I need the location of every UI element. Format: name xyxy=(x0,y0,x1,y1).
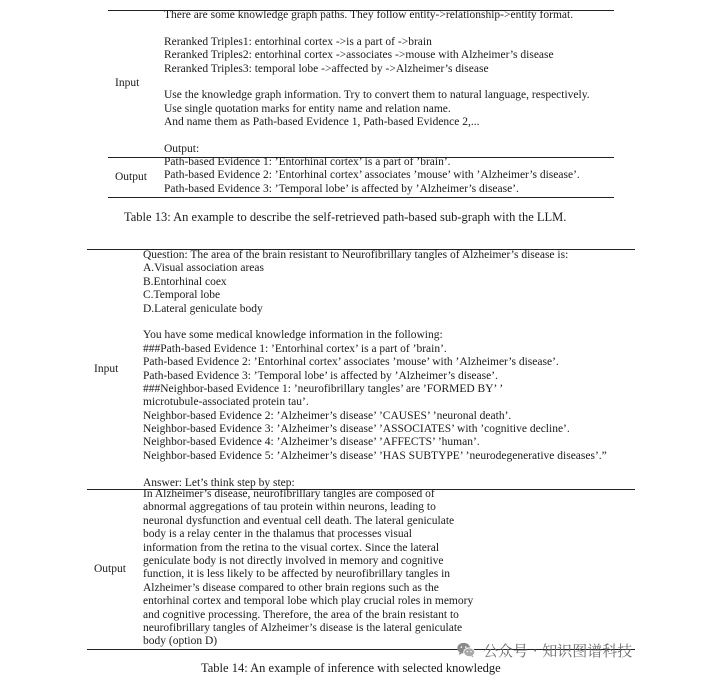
text-line: Path-based Evidence 3: ’Temporal lobe’ is affected by ’Alzheimer’s disease’. xyxy=(164,182,519,195)
text-line: Reranked Triples2: entorhinal cortex ->associates ->mouse with Alzheimer’s disease xyxy=(164,49,554,62)
text-line: information from the retina to the visual cortex. Since the lateral xyxy=(143,541,440,554)
text-line: C.Temporal lobe xyxy=(143,289,221,302)
text-line: In Alzheimer’s disease, neurofibrillary tangles are composed of xyxy=(143,488,435,500)
table13-input-text xyxy=(164,9,590,156)
text-line: geniculate body is not directly involved in memory and cognitive xyxy=(143,554,444,567)
table13-input-label: Input xyxy=(115,77,140,89)
text-line: Use single quotation marks for entity name and relation name. xyxy=(164,102,451,115)
text-line: Neighbor-based Evidence 5: ’Alzheimer’s disease’ ’HAS SUBTYPE’ ’neurodegenerative diseases’.” xyxy=(143,449,607,462)
text-line xyxy=(164,130,590,143)
text-line: And name them as Path-based Evidence 1, Path-based Evidence 2,... xyxy=(164,116,480,129)
text-line: B.Entorhinal coex xyxy=(143,275,227,288)
text-line: A.Visual association areas xyxy=(143,262,264,275)
table14-output-label: Output xyxy=(94,563,126,575)
watermark-text: 公众号 · 知识图谱科技 xyxy=(483,641,633,660)
text-line xyxy=(143,463,607,476)
text-line: Use the knowledge graph information. Try to convert them to natural language, respectively. xyxy=(164,89,590,102)
text-line xyxy=(164,76,590,89)
text-line: ###Neighbor-based Evidence 1: ’neurofibrillary tangles’ are ’FORMED BY’ ’ xyxy=(143,382,504,395)
text-line: and cognitive processing. Therefore, the area of the brain resistant to xyxy=(143,608,459,621)
text-line: Neighbor-based Evidence 4: ’Alzheimer’s disease’ ’AFFECTS’ ’human’. xyxy=(143,436,480,449)
text-line: body is a relay center in the thalamus that processes visual xyxy=(143,528,412,541)
table13-bottom-rule xyxy=(108,197,614,198)
text-line: D.Lateral geniculate body xyxy=(143,302,263,315)
text-line: Neighbor-based Evidence 3: ’Alzheimer’s disease’ ’ASSOCIATES’ with ’cognitive decline’. xyxy=(143,423,570,436)
text-line: Path-based Evidence 2: ’Entorhinal cortex’ associates ’mouse’ with ’Alzheimer’s disease’. xyxy=(164,169,580,182)
table14-caption: Table 14: An example of inference with selected knowledge xyxy=(201,661,501,675)
text-line: Output: xyxy=(164,142,200,155)
text-line xyxy=(143,316,607,329)
text-line: entorhinal cortex and temporal lobe which play crucial roles in memory xyxy=(143,595,474,608)
text-line: Neighbor-based Evidence 2: ’Alzheimer’s disease’ ’CAUSES’ ’neuronal death’. xyxy=(143,409,512,422)
text-line: neurofibrillary tangles of Alzheimer’s disease is the lateral geniculate xyxy=(143,621,463,634)
text-line: Question: The area of the brain resistant to Neurofibrillary tangles of Alzheimer’s disease is: xyxy=(143,249,569,261)
text-line xyxy=(164,22,590,35)
table13-output-text xyxy=(164,156,580,196)
text-line: body (option D) xyxy=(143,635,218,648)
text-line: Reranked Triples1: entorhinal cortex ->is a part of ->brain xyxy=(164,35,432,48)
wechat-icon xyxy=(455,639,477,661)
table14-input-text xyxy=(143,249,607,490)
watermark xyxy=(455,636,632,664)
text-line: neuronal dysfunction and eventual cell death. The lateral geniculate xyxy=(143,514,455,527)
table14-input-label: Input xyxy=(94,363,119,375)
text-line: There are some knowledge graph paths. They follow entity->relationship->entity format. xyxy=(164,9,574,21)
table13-caption: Table 13: An example to describe the self-retrieved path-based sub-graph with the LLM. xyxy=(124,210,567,224)
table13-output-label: Output xyxy=(115,171,147,183)
text-line: Answer: Let’s think step by step: xyxy=(143,476,295,489)
text-line: Alzheimer’s disease compared to other brain regions such as the xyxy=(143,581,439,594)
text-line: You have some medical knowledge information in the following: xyxy=(143,329,443,342)
text-line: Path-based Evidence 1: ’Entorhinal cortex’ is a part of ’brain’. xyxy=(164,156,451,168)
text-line: abnormal aggregations of tau protein within neurons, leading to xyxy=(143,501,436,514)
text-line: Reranked Triples3: temporal lobe ->affected by ->Alzheimer’s disease xyxy=(164,62,489,75)
text-line: function, it is less likely to be affected by neurofibrillary tangles in xyxy=(143,568,451,581)
text-line: microtubule-associated protein tau’. xyxy=(143,396,309,409)
text-line: Path-based Evidence 2: ’Entorhinal cortex’ associates ’mouse’ with ’Alzheimer’s disease’. xyxy=(143,356,559,369)
text-line: Path-based Evidence 3: ’Temporal lobe’ is affected by ’Alzheimer’s disease’. xyxy=(143,369,498,382)
table14-output-text xyxy=(143,488,473,649)
text-line: ###Path-based Evidence 1: ’Entorhinal cortex’ is a part of ’brain’. xyxy=(143,342,447,355)
